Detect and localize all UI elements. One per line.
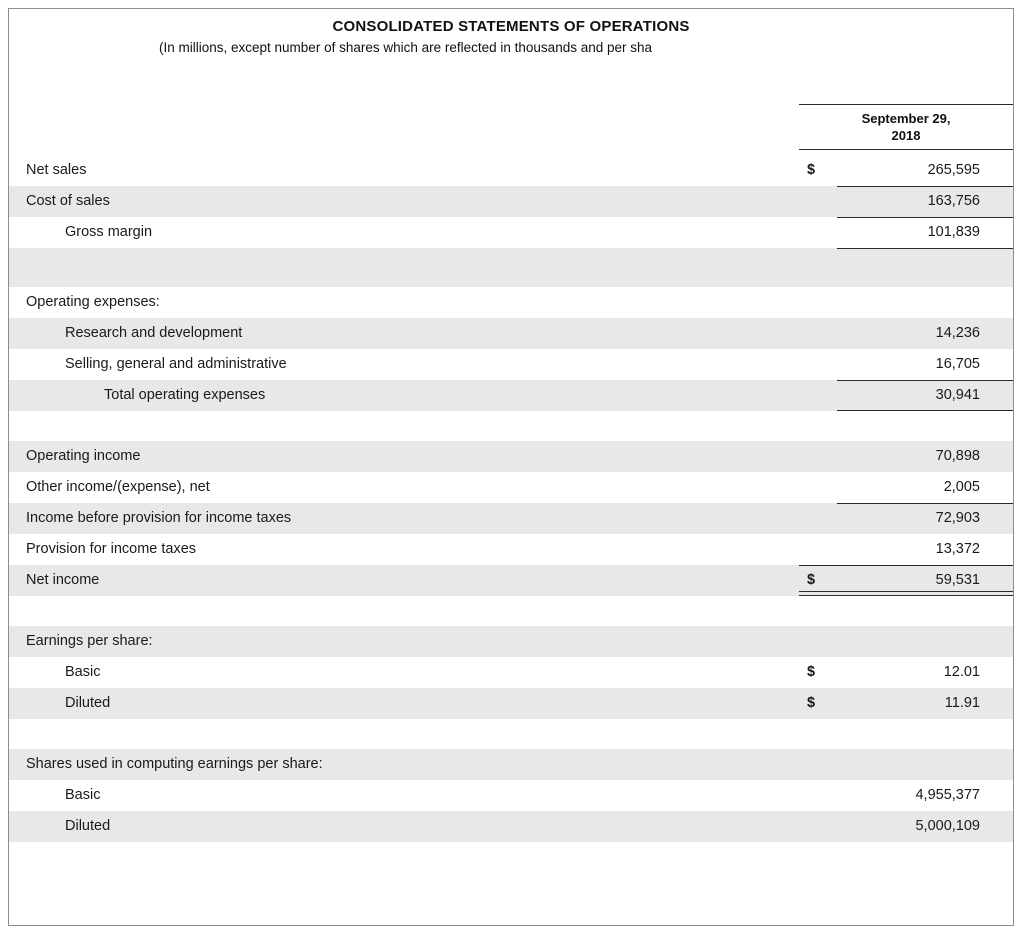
column-header-spacer: [9, 99, 799, 155]
row-currency-gross-margin: [799, 217, 837, 248]
row-value-eps-basic: 12.01: [837, 657, 1013, 688]
row-value-gross-margin: 101,839: [837, 217, 1013, 248]
row-currency-research-development: [799, 318, 837, 349]
table-row: [9, 503, 1013, 534]
row-currency-shares-diluted: [799, 811, 837, 842]
row-currency-total-opex: [799, 380, 837, 411]
row-label-cost-of-sales: Cost of sales: [9, 186, 799, 217]
row-currency-eps-diluted: $: [799, 688, 837, 719]
row-currency-provision-taxes: [799, 534, 837, 565]
spacer-value-cell: [837, 411, 1013, 441]
row-label-eps-diluted: Diluted: [9, 688, 799, 719]
row-currency-eps-header: [799, 626, 837, 657]
section-spacer-row: [9, 596, 1013, 626]
period-column-header: [799, 99, 1013, 155]
document-header: [9, 9, 1013, 55]
spacer-label-cell: [9, 596, 799, 626]
row-value-research-development: 14,236: [837, 318, 1013, 349]
table-row: [9, 217, 1013, 248]
spacer-currency-cell: [799, 596, 837, 626]
spacer-label-cell: [9, 248, 799, 287]
row-currency-operating-expenses: [799, 287, 837, 318]
row-value-shares-header: [837, 749, 1013, 780]
row-currency-cost-of-sales: [799, 186, 837, 217]
row-value-eps-diluted: 11.91: [837, 688, 1013, 719]
row-label-shares-basic: Basic: [9, 780, 799, 811]
row-label-eps-basic: Basic: [9, 657, 799, 688]
row-value-net-sales: 265,595: [837, 155, 1013, 186]
table-row: [9, 472, 1013, 503]
table-row: [9, 318, 1013, 349]
table-row: [9, 626, 1013, 657]
row-value-net-income: 59,531: [837, 565, 1013, 596]
row-label-total-opex: Total operating expenses: [9, 380, 799, 411]
table-row: [9, 441, 1013, 472]
row-currency-selling-general-admin: [799, 349, 837, 380]
table-column-header-row: [9, 99, 1013, 155]
row-currency-net-income: $: [799, 565, 837, 596]
row-currency-other-income: [799, 472, 837, 503]
row-value-operating-income: 70,898: [837, 441, 1013, 472]
row-value-income-before-taxes: 72,903: [837, 503, 1013, 534]
row-value-eps-header: [837, 626, 1013, 657]
row-currency-eps-basic: $: [799, 657, 837, 688]
spacer-value-cell: [837, 719, 1013, 749]
spacer-label-cell: [9, 411, 799, 441]
row-label-net-sales: Net sales: [9, 155, 799, 186]
row-value-shares-diluted: 5,000,109: [837, 811, 1013, 842]
table-row: [9, 811, 1013, 842]
spacer-value-cell: [837, 596, 1013, 626]
row-value-operating-expenses: [837, 287, 1013, 318]
row-label-gross-margin: Gross margin: [9, 217, 799, 248]
section-spacer-row: [9, 719, 1013, 749]
row-currency-operating-income: [799, 441, 837, 472]
page-title: CONSOLIDATED STATEMENTS OF OPERATIONS: [332, 18, 690, 35]
row-label-shares-diluted: Diluted: [9, 811, 799, 842]
row-value-other-income: 2,005: [837, 472, 1013, 503]
table-row: [9, 380, 1013, 411]
row-value-total-opex: 30,941: [837, 380, 1013, 411]
table-row: [9, 780, 1013, 811]
table-row: [9, 657, 1013, 688]
table-row: [9, 688, 1013, 719]
period-header-line2: 2018: [891, 127, 921, 143]
spacer-currency-cell: [799, 411, 837, 441]
page-subtitle: (In millions, except number of shares which are reflected in thousands and per sha: [159, 40, 653, 55]
row-value-selling-general-admin: 16,705: [837, 349, 1013, 380]
row-label-net-income: Net income: [9, 565, 799, 596]
spacer-currency-cell: [799, 248, 837, 287]
period-header-line1: September 29,: [861, 111, 951, 127]
document-page: [8, 8, 1014, 926]
row-label-other-income: Other income/(expense), net: [9, 472, 799, 503]
row-label-operating-expenses: Operating expenses:: [9, 287, 799, 318]
row-currency-shares-header: [799, 749, 837, 780]
row-label-income-before-taxes: Income before provision for income taxes: [9, 503, 799, 534]
table-row: [9, 565, 1013, 596]
table-row: [9, 749, 1013, 780]
row-currency-income-before-taxes: [799, 503, 837, 534]
table-row: [9, 534, 1013, 565]
row-label-provision-taxes: Provision for income taxes: [9, 534, 799, 565]
gross-margin-bottom-rule: [837, 248, 1013, 287]
table-row: [9, 287, 1013, 318]
spacer-currency-cell: [799, 719, 837, 749]
section-spacer-row: [9, 248, 1013, 287]
row-currency-net-sales: $: [799, 155, 837, 186]
table-row: [9, 186, 1013, 217]
row-label-research-development: Research and development: [9, 318, 799, 349]
financial-statement-table: [9, 99, 1013, 842]
row-label-shares-header: Shares used in computing earnings per share:: [9, 749, 799, 780]
spacer-label-cell: [9, 719, 799, 749]
row-currency-shares-basic: [799, 780, 837, 811]
row-value-cost-of-sales: 163,756: [837, 186, 1013, 217]
section-spacer-row: [9, 411, 1013, 441]
row-label-selling-general-admin: Selling, general and administrative: [9, 349, 799, 380]
row-value-provision-taxes: 13,372: [837, 534, 1013, 565]
row-label-operating-income: Operating income: [9, 441, 799, 472]
table-row: [9, 349, 1013, 380]
row-label-eps-header: Earnings per share:: [9, 626, 799, 657]
table-row: [9, 155, 1013, 186]
row-value-shares-basic: 4,955,377: [837, 780, 1013, 811]
